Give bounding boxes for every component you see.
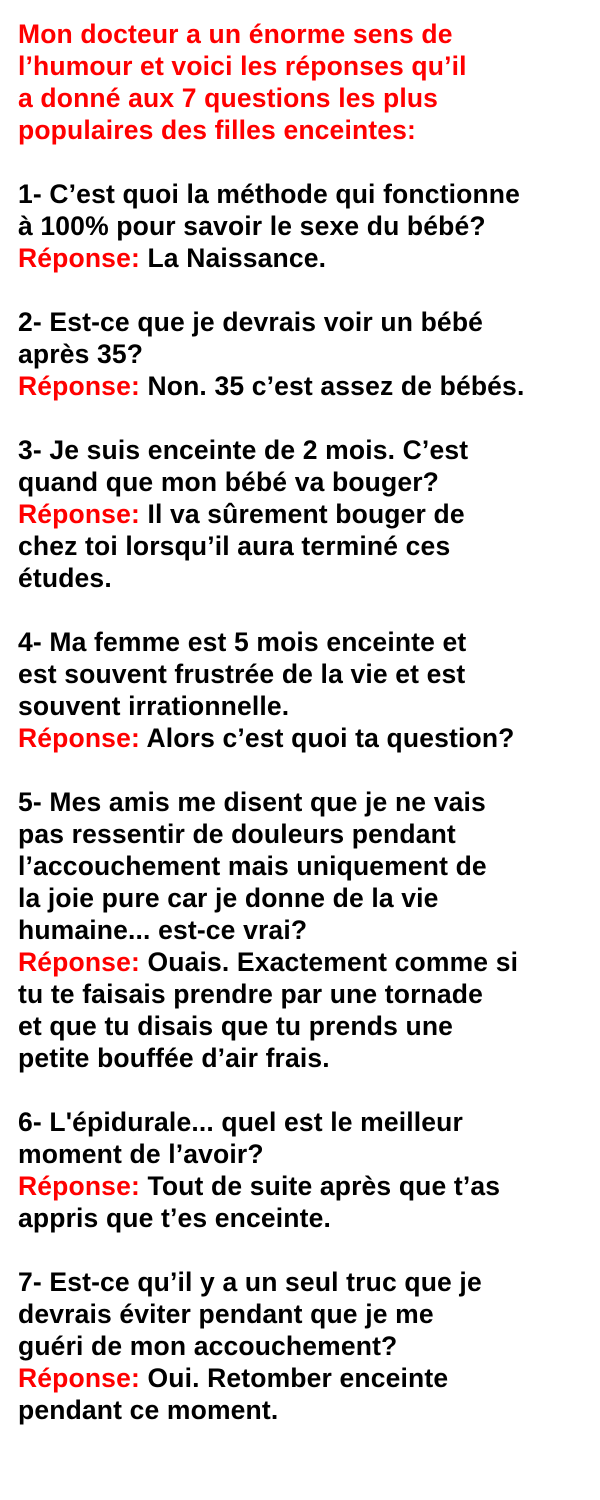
question-line: est souvent frustrée de la vie et est xyxy=(18,659,466,689)
question-line: 4- Ma femme est 5 mois enceinte et xyxy=(18,627,467,657)
answer-label: Réponse: xyxy=(18,243,140,273)
answer-line xyxy=(18,722,600,754)
question-line: après 35? xyxy=(18,339,144,369)
answer-line: chez toi lorsqu’il aura terminé ces xyxy=(18,531,451,561)
title-line: l’humour et voici les réponses qu’il xyxy=(18,51,467,81)
question-line: souvent irrationnelle. xyxy=(18,691,290,721)
answer-label: Réponse: xyxy=(18,1363,140,1393)
answer-text: Il va sûrement bouger de xyxy=(139,499,465,529)
answer-label: Réponse: xyxy=(18,499,140,529)
answer-label: Réponse: xyxy=(18,371,140,401)
qa-block-4 xyxy=(18,626,600,754)
answer-label: Réponse: xyxy=(18,947,140,977)
question-line: humaine... est-ce vrai? xyxy=(18,915,308,945)
answer-line: petite bouffée d’air frais. xyxy=(18,1043,330,1073)
answer-line: appris que t’es enceinte. xyxy=(18,1203,332,1233)
answer-line xyxy=(18,242,600,274)
question-line: 3- Je suis enceinte de 2 mois. C’est xyxy=(18,435,469,465)
answer-line: pendant ce moment. xyxy=(18,1395,279,1425)
qa-block-5 xyxy=(18,786,600,1074)
answer-line xyxy=(18,498,600,530)
question-line: devrais éviter pendant que je me xyxy=(18,1299,434,1329)
question-line: 6- L'épidurale... quel est le meilleur xyxy=(18,1107,463,1137)
answer-text: Ouais. Exactement comme si xyxy=(139,947,519,977)
answer-text: La Naissance. xyxy=(139,243,327,273)
question-line: guéri de mon accouchement? xyxy=(18,1331,398,1361)
qa-block-2 xyxy=(18,306,600,402)
answer-label: Réponse: xyxy=(18,1171,140,1201)
question-line: 5- Mes amis me disent que je ne vais xyxy=(18,787,486,817)
title-line: Mon docteur a un énorme sens de xyxy=(18,19,453,49)
question-line: la joie pure car je donne de la vie xyxy=(18,883,439,913)
question-line: 1- C’est quoi la méthode qui fonctionne xyxy=(18,179,521,209)
question-line: moment de l’avoir? xyxy=(18,1139,264,1169)
title-line: a donné aux 7 questions les plus xyxy=(18,83,439,113)
answer-line: tu te faisais prendre par une tornade xyxy=(18,979,483,1009)
answer-text: Alors c’est quoi ta question? xyxy=(139,723,515,753)
answer-label: Réponse: xyxy=(18,723,140,753)
answer-line: et que tu disais que tu prends une xyxy=(18,1011,454,1041)
answer-line xyxy=(18,946,600,978)
title-line: populaires des filles enceintes: xyxy=(18,115,417,145)
question-line: quand que mon bébé va bouger? xyxy=(18,467,440,497)
page-title xyxy=(18,18,600,146)
answer-text: Oui. Retomber enceinte xyxy=(139,1363,449,1393)
answer-line xyxy=(18,1362,600,1394)
qa-block-1 xyxy=(18,178,600,274)
question-line: pas ressentir de douleurs pendant xyxy=(18,819,456,849)
answer-line: études. xyxy=(18,563,112,593)
question-line: l’accouchement mais uniquement de xyxy=(18,851,487,881)
question-line: 7- Est-ce qu’il y a un seul truc que je xyxy=(18,1267,482,1297)
answer-text: Non. 35 c’est assez de bébés. xyxy=(139,371,525,401)
qa-block-3 xyxy=(18,434,600,594)
question-line: 2- Est-ce que je devrais voir un bébé xyxy=(18,307,484,337)
qa-block-6 xyxy=(18,1106,600,1234)
answer-line xyxy=(18,1170,600,1202)
qa-block-7 xyxy=(18,1266,600,1426)
answer-line xyxy=(18,370,600,402)
answer-text: Tout de suite après que t’as xyxy=(139,1171,501,1201)
question-line: à 100% pour savoir le sexe du bébé? xyxy=(18,211,486,241)
